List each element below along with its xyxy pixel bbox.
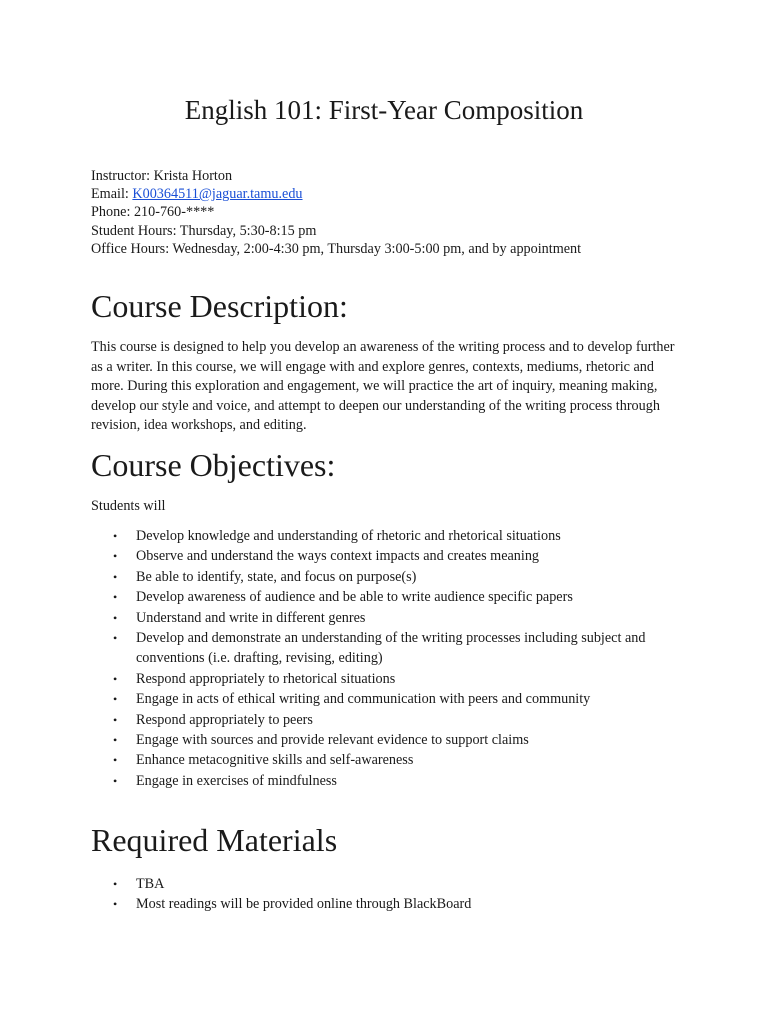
list-item — [91, 874, 691, 894]
bullet-icon: • — [113, 529, 118, 543]
list-item-text: Engage in exercises of mindfulness — [136, 772, 337, 789]
bullet-icon: • — [113, 712, 118, 727]
bullet-icon: • — [113, 549, 118, 564]
list-item-text: Enhance metacognitive skills and self-awareness — [136, 752, 414, 769]
bullet-icon: • — [113, 897, 118, 912]
bullet-icon: • — [113, 692, 118, 707]
student-hours-line: Student Hours: Thursday, 5:30-8:15 pm — [91, 222, 317, 239]
objectives-list — [91, 526, 691, 791]
list-item — [91, 608, 691, 628]
list-item-text: Engage in acts of ethical writing and communication with peers and community — [136, 691, 591, 708]
objectives-intro: Students will — [91, 498, 166, 514]
list-item — [91, 730, 691, 750]
email-link[interactable]: K00364511@jaguar.tamu.edu — [132, 186, 303, 203]
list-item — [91, 710, 691, 730]
list-item-text: Be able to identify, state, and focus on purpose(s) — [136, 568, 417, 585]
bullet-icon: • — [113, 610, 118, 625]
list-item-text: Develop knowledge and understanding of rhetoric and rhetorical situations — [136, 528, 561, 544]
bullet-icon: • — [113, 753, 118, 768]
bullet-icon: • — [113, 877, 118, 891]
bullet-icon: • — [113, 733, 118, 748]
office-hours-line: Office Hours: Wednesday, 2:00-4:30 pm, Thursday 3:00-5:00 pm, and by appointment — [91, 240, 582, 257]
list-item-text: TBA — [136, 876, 165, 892]
materials-list — [91, 874, 691, 915]
email-line — [91, 185, 711, 203]
list-item — [91, 750, 691, 770]
instructor-line: Instructor: Krista Horton — [91, 168, 233, 184]
list-item-text: Understand and write in different genres — [136, 609, 366, 626]
list-item — [91, 628, 691, 669]
bullet-icon: • — [113, 671, 118, 686]
document-title: English 101: First-Year Composition — [184, 95, 584, 125]
list-item — [91, 894, 691, 914]
email-label: Email: — [91, 186, 133, 203]
list-item-text: Respond appropriately to rhetorical situations — [136, 670, 396, 687]
list-item — [91, 567, 691, 587]
course-description-heading: Course Description: — [91, 288, 348, 324]
list-item — [91, 526, 691, 546]
bullet-icon: • — [113, 590, 118, 605]
bullet-icon: • — [113, 773, 118, 788]
list-item — [91, 771, 691, 791]
list-item — [91, 669, 691, 689]
list-item-text: Develop and demonstrate an understanding of the writing processes including subject and conventions (i.e. drafting, revising, editing) — [136, 630, 646, 667]
required-materials-heading: Required Materials — [91, 822, 338, 858]
contact-block — [91, 167, 711, 258]
list-item — [91, 546, 691, 566]
bullet-icon: • — [113, 631, 118, 646]
list-item — [91, 587, 691, 607]
bullet-icon: • — [113, 569, 118, 584]
list-item-text: Most readings will be provided online through BlackBoard — [136, 896, 472, 913]
course-description-text: This course is designed to help you develop an awareness of the writing process and to develop further as a writer. In this course, we will engage with and explore genres, contexts, mediums, rhetoric and more. During this exploration and engagement, we will practice the art of inquiry, meaning making, develop our style and voice, and attempt to deepen our understanding of the writing process through revision, idea workshops, and editing. — [91, 339, 675, 434]
list-item-text: Observe and understand the ways context impacts and creates meaning — [136, 548, 540, 565]
list-item-text: Respond appropriately to peers — [136, 711, 313, 728]
phone-line: Phone: 210-760-**** — [91, 204, 215, 221]
list-item-text: Engage with sources and provide relevant evidence to support claims — [136, 732, 529, 749]
list-item-text: Develop awareness of audience and be able to write audience specific papers — [136, 589, 573, 606]
list-item — [91, 689, 691, 709]
course-objectives-heading: Course Objectives: — [91, 447, 336, 483]
